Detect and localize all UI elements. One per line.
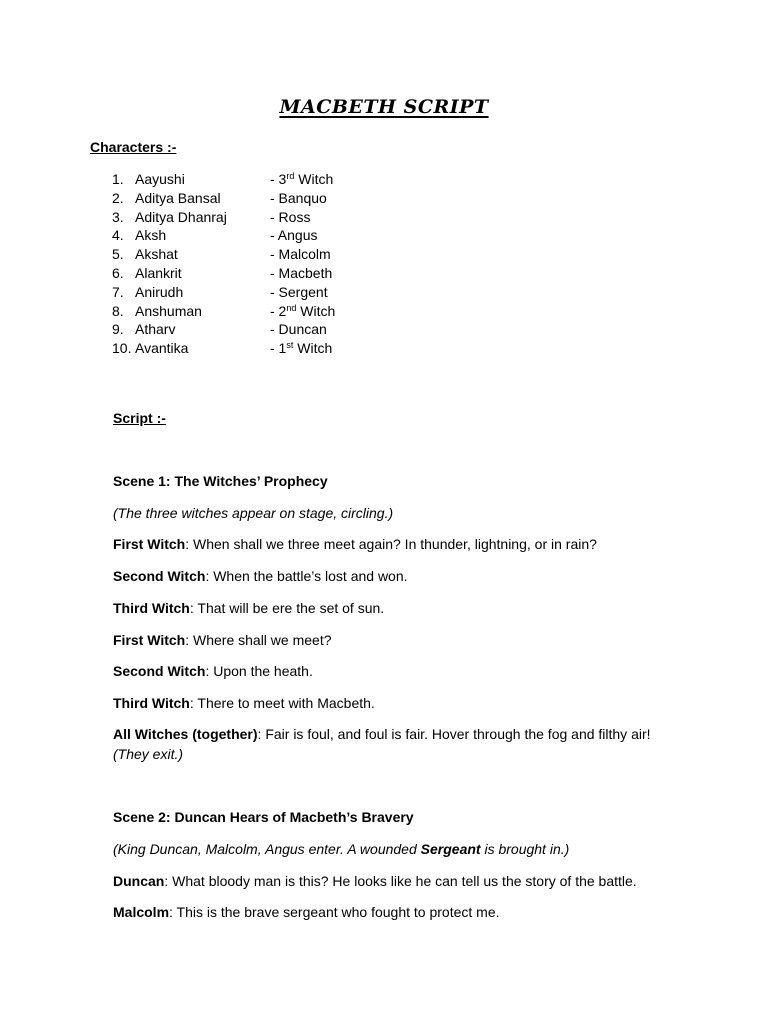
dialogue-line <box>113 662 673 682</box>
cast-list <box>112 171 372 359</box>
dialogue-line <box>113 725 693 764</box>
stage-direction: (They exit.) <box>113 745 184 762</box>
dialogue-line <box>113 903 673 923</box>
cast-name: Anshuman <box>135 302 202 319</box>
dialogue-text: : Upon the heath. <box>205 663 313 679</box>
cast-name: Atharv <box>135 321 176 338</box>
script-heading: Script :- <box>113 410 166 426</box>
cast-name: Alankrit <box>135 264 182 281</box>
dialogue-text: : That will be ere the set of sun. <box>189 600 385 616</box>
cast-name: Akshat <box>135 246 178 263</box>
cast-name: Aayushi <box>135 171 185 187</box>
speaker-name: Second Witch <box>113 663 206 679</box>
speaker-name: All Witches (together) <box>113 726 258 742</box>
dialogue-line <box>113 872 673 892</box>
cast-number: 2. <box>112 189 124 206</box>
dialogue-text: : There to meet with Macbeth. <box>189 695 375 711</box>
dialogue-text: : Fair is foul, and foul is fair. Hover through the fog and filthy air! <box>257 726 651 742</box>
dialogue-line <box>113 567 673 587</box>
cast-name: Aksh <box>135 227 167 244</box>
dialogue-line <box>113 631 673 651</box>
dialogue-text: : Where shall we meet? <box>185 632 332 648</box>
cast-list-item <box>112 303 372 322</box>
cast-list-item <box>112 171 372 190</box>
cast-name: Aditya Dhanraj <box>135 208 227 225</box>
dialogue-text: : This is the brave sergeant who fought to protect me. <box>169 904 500 920</box>
cast-list-item <box>112 227 372 246</box>
cast-name: Anirudh <box>135 283 184 300</box>
speaker-name: First Witch <box>113 536 186 552</box>
cast-list-item <box>112 284 372 303</box>
cast-role: - Ross <box>270 208 311 225</box>
stage-direction: (The three witches appear on stage, circling.) <box>113 505 394 521</box>
cast-list-item <box>112 246 372 265</box>
speaker-name: Duncan <box>113 873 165 889</box>
cast-number: 4. <box>112 227 124 244</box>
cast-role: - Angus <box>270 227 318 244</box>
cast-role: - Banquo <box>270 189 327 206</box>
cast-role: - Macbeth <box>270 264 333 281</box>
cast-role: - Sergent <box>270 283 328 300</box>
dialogue-line <box>113 599 673 619</box>
cast-role: - Malcolm <box>270 246 331 263</box>
cast-role: - 1st Witch <box>270 340 333 357</box>
speaker-name: Third Witch <box>113 695 190 711</box>
cast-number: 9. <box>112 321 124 338</box>
speaker-name: Malcolm <box>113 904 170 920</box>
cast-role: - Duncan <box>270 321 327 338</box>
cast-number: 8. <box>112 302 124 319</box>
cast-list-item <box>112 209 372 228</box>
dialogue-text: : When shall we three meet again? In thunder, lightning, or in rain? <box>185 536 597 552</box>
cast-number: 10. <box>112 340 132 357</box>
cast-number: 3. <box>112 208 124 225</box>
cast-number: 7. <box>112 283 124 300</box>
cast-number: 6. <box>112 264 124 281</box>
cast-number: 5. <box>112 246 124 263</box>
characters-heading: Characters :- <box>90 139 177 155</box>
cast-list-item <box>112 340 372 359</box>
dialogue-line <box>113 694 673 714</box>
speaker-name: Second Witch <box>113 568 206 584</box>
speaker-name: First Witch <box>113 632 186 648</box>
dialogue-text: : When the battle’s lost and won. <box>205 568 408 584</box>
scene-1-title: Scene 1: The Witches’ Prophecy <box>113 473 328 489</box>
scene-2-title: Scene 2: Duncan Hears of Macbeth’s Bravery <box>113 809 414 825</box>
cast-list-item <box>112 321 372 340</box>
page-title: MACBETH SCRIPT <box>279 96 489 118</box>
cast-number: 1. <box>112 171 124 187</box>
speaker-name: Third Witch <box>113 600 190 616</box>
cast-list-item <box>112 265 372 284</box>
cast-role: - 2nd Witch <box>270 302 336 319</box>
cast-name: Aditya Bansal <box>135 189 221 206</box>
dialogue-line <box>113 535 673 555</box>
cast-list-item <box>112 190 372 209</box>
cast-name: Avantika <box>135 340 189 357</box>
stage-direction: (King Duncan, Malcolm, Angus enter. A wounded Sergeant is brought in.) <box>113 841 570 857</box>
dialogue-text: : What bloody man is this? He looks like he can tell us the story of the battle. <box>164 873 637 889</box>
cast-role: - 3rd Witch <box>270 171 334 187</box>
